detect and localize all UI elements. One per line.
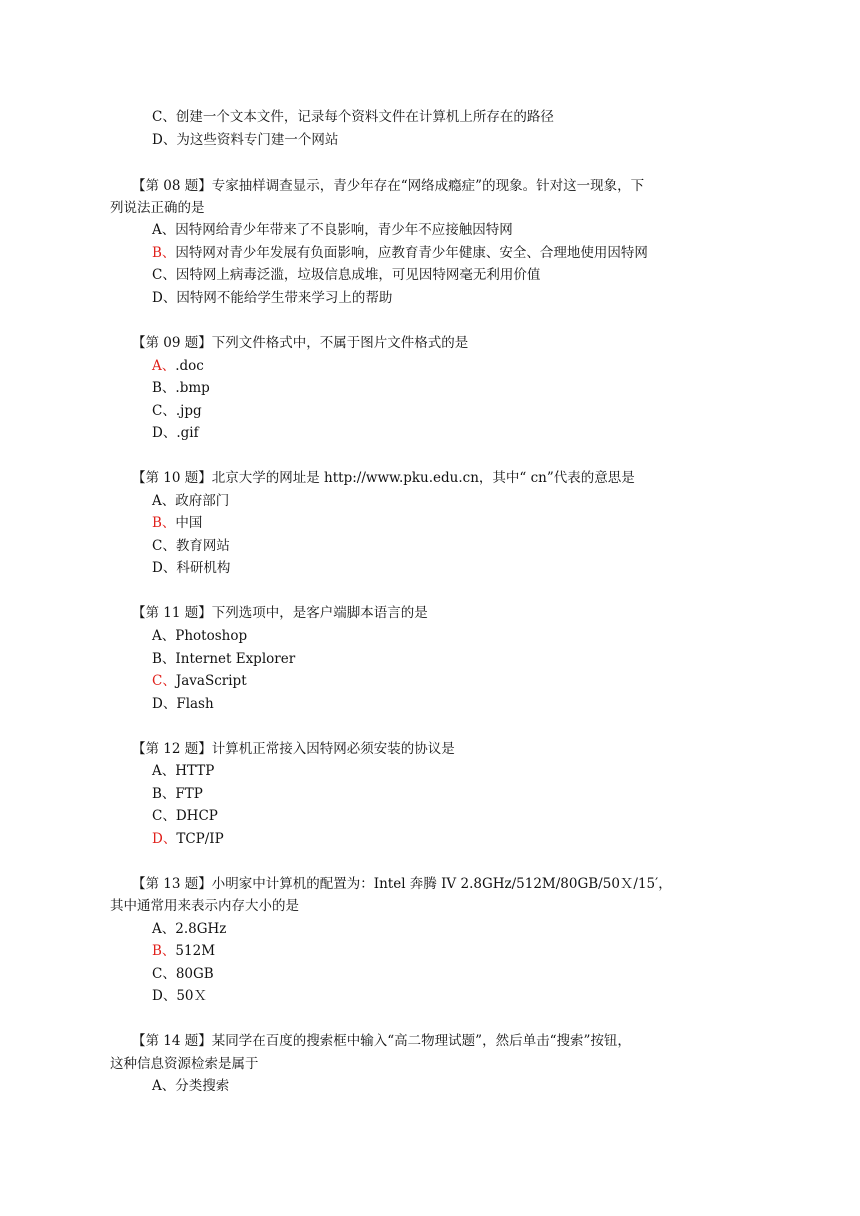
list-item: A、.doc xyxy=(152,358,204,374)
list-item: C、DHCP xyxy=(152,808,218,824)
option-text: 创建一个文本文件，记录每个资料文件在计算机上所存在的路径 xyxy=(175,109,554,125)
list-item: C、因特网上病毒泛滥，垃圾信息成堆，可见因特网毫无利用价值 xyxy=(152,267,541,283)
correct-answer-letter: C xyxy=(152,673,163,689)
question-stem: 【第 14 题】某同学在百度的搜索框中输入“高二物理试题”，然后单击“搜索”按钮， xyxy=(132,1033,631,1049)
list-item: B、512M xyxy=(152,943,216,959)
question-stem: 【第 11 题】下列选项中，是客户端脚本语言的是 xyxy=(132,605,428,621)
question-stem: 【第 12 题】计算机正常接入因特网必须安装的协议是 xyxy=(132,741,455,757)
option-text: 为这些资料专门建一个网站 xyxy=(176,132,339,148)
list-item: B、FTP xyxy=(152,786,203,802)
list-item: D、.gif xyxy=(152,425,199,441)
list-item: B、.bmp xyxy=(152,380,210,396)
question-stem-continued: 这种信息资源检索是属于 xyxy=(110,1056,259,1072)
list-item: D、为这些资料专门建一个网站 xyxy=(152,132,339,148)
option-letter: C xyxy=(152,109,163,125)
correct-answer-letter: A xyxy=(152,358,162,374)
list-item: C、创建一个文本文件，记录每个资料文件在计算机上所存在的路径 xyxy=(152,109,554,125)
correct-answer-letter: D xyxy=(152,831,163,847)
correct-answer-letter: B xyxy=(152,943,162,959)
question-stem: 【第 08 题】专家抽样调查显示，青少年存在“网络成瘾症”的现象。针对这一现象，下 xyxy=(132,178,645,194)
question-stem: 【第 09 题】下列文件格式中，不属于图片文件格式的是 xyxy=(132,335,469,351)
list-item: D、TCP/IP xyxy=(152,831,224,847)
list-item: A、HTTP xyxy=(152,763,215,779)
list-item: A、因特网给青少年带来了不良影响，青少年不应接触因特网 xyxy=(152,222,513,238)
question-stem-continued: 其中通常用来表示内存大小的是 xyxy=(110,898,299,914)
list-item: B、因特网对青少年发展有负面影响，应教育青少年健康、安全、合理地使用因特网 xyxy=(152,245,648,261)
list-item: A、Photoshop xyxy=(152,628,248,644)
list-item: A、2.8GHz xyxy=(152,921,227,937)
list-item: D、因特网不能给学生带来学习上的帮助 xyxy=(152,290,393,306)
question-stem: 【第 10 题】北京大学的网址是 http://www.pku.edu.cn，其中“ cn”代表的意思是 xyxy=(132,470,635,486)
list-item: A、分类搜索 xyxy=(152,1078,230,1094)
list-item: B、Internet Explorer xyxy=(152,651,296,667)
correct-answer-letter: B xyxy=(152,245,162,261)
question-stem-continued: 列说法正确的是 xyxy=(110,200,205,216)
list-item: C、JavaScript xyxy=(152,673,247,689)
list-item: A、政府部门 xyxy=(152,493,230,509)
list-item: C、教育网站 xyxy=(152,538,230,554)
list-item: B、中国 xyxy=(152,515,203,531)
question-stem: 【第 13 题】小明家中计算机的配置为：Intel 奔腾 IV 2.8GHz/512M/80GB/50Ｘ/15′， xyxy=(132,876,672,892)
list-item: D、Flash xyxy=(152,696,214,712)
list-item: C、.jpg xyxy=(152,403,202,419)
list-item: C、80GB xyxy=(152,966,214,982)
option-letter: D xyxy=(152,132,163,148)
list-item: D、科研机构 xyxy=(152,560,231,576)
correct-answer-letter: B xyxy=(152,515,162,531)
list-item: D、50Ｘ xyxy=(152,988,208,1004)
